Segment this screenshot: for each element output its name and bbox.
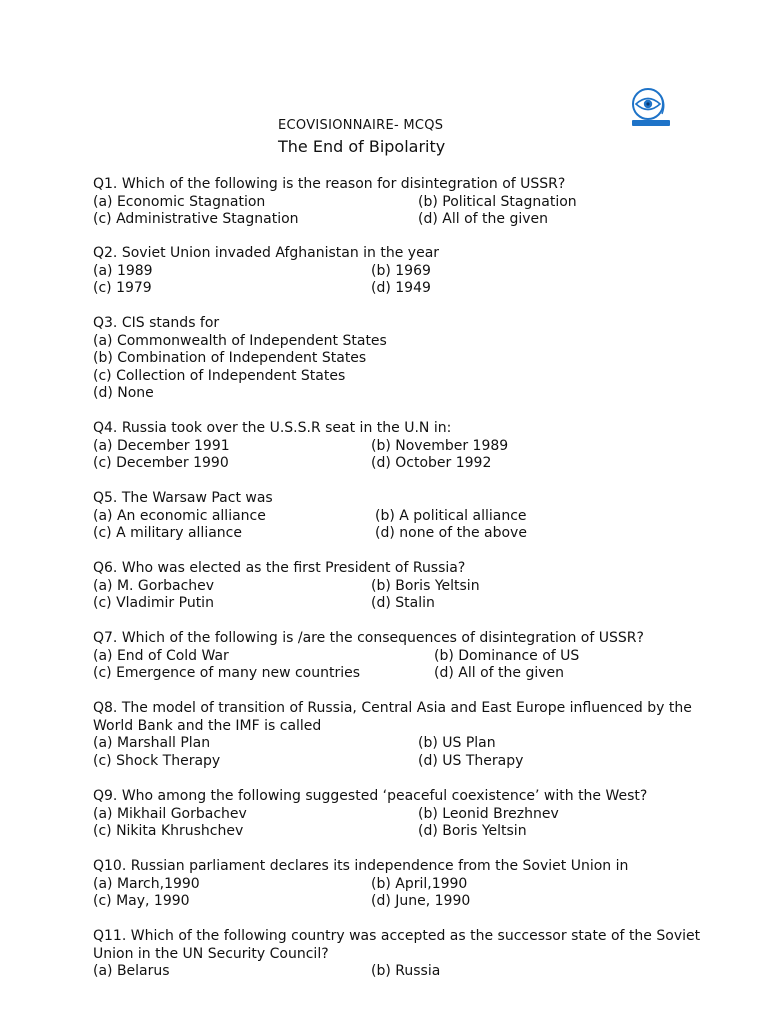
- question-9-text: Q9. Who among the following suggested ‘peaceful coexistence’ with the West?: [93, 788, 648, 804]
- option-c: (c) A military alliance: [93, 525, 242, 541]
- option-c: (c) Administrative Stagnation: [93, 211, 299, 227]
- option-d: (d) Boris Yeltsin: [418, 823, 527, 839]
- question-4-options-row-2: [93, 455, 693, 473]
- option-c: (c) Collection of Independent States: [93, 367, 346, 384]
- option-a: (a) M. Gorbachev: [93, 577, 215, 594]
- option-b: (b) A political alliance: [375, 507, 527, 524]
- option-b: (b) US Plan: [418, 735, 496, 751]
- question-10-text: Q10. Russian parliament declares its independence from the Soviet Union in: [93, 858, 629, 874]
- option-d: (d) 1949: [371, 280, 431, 296]
- option-d: (d) All of the given: [418, 211, 548, 227]
- question-8-options-row-2: [93, 753, 693, 771]
- question-6-text: Q6. Who was elected as the first President of Russia?: [93, 560, 466, 576]
- question-6: [93, 560, 693, 613]
- option-b: (b) Combination of Independent States: [93, 350, 367, 366]
- option-b: (b) Dominance of US: [434, 647, 580, 664]
- question-5-options-row-2: [93, 525, 693, 543]
- question-5-text: Q5. The Warsaw Pact was: [93, 490, 273, 506]
- question-6-options-row-1: [93, 578, 693, 596]
- question-2-options-row-2: [93, 280, 693, 298]
- option-b: (b) Leonid Brezhnev: [418, 805, 559, 822]
- option-d: (d) June, 1990: [371, 893, 471, 909]
- option-a: (a) Economic Stagnation: [93, 193, 266, 210]
- option-a: (a) December 1991: [93, 437, 230, 454]
- option-b: (b) November 1989: [371, 437, 509, 454]
- question-9-options-row-1: [93, 806, 693, 824]
- page-title: The End of Bipolarity: [278, 137, 446, 156]
- question-11-text-continued: Union in the UN Security Council?: [93, 945, 329, 962]
- option-a: (a) Commonwealth of Independent States: [93, 332, 387, 349]
- option-a: (a) An economic alliance: [93, 507, 266, 524]
- option-d: (d) US Therapy: [418, 752, 524, 769]
- question-11: [93, 928, 701, 981]
- option-b: (b) 1969: [371, 262, 431, 279]
- question-11-text: Q11. Which of the following country was accepted as the successor state of the Soviet: [93, 928, 701, 944]
- option-d: (d) Stalin: [371, 595, 435, 611]
- option-a: (a) March,1990: [93, 875, 200, 892]
- question-9-options-row-2: [93, 823, 693, 841]
- option-c: (c) Nikita Khrushchev: [93, 823, 244, 839]
- option-a: (a) Belarus: [93, 963, 170, 979]
- option-c: (c) December 1990: [93, 455, 229, 471]
- option-a: (a) Mikhail Gorbachev: [93, 805, 247, 822]
- option-a: (a) Marshall Plan: [93, 735, 211, 751]
- question-2-text: Q2. Soviet Union invaded Afghanistan in the year: [93, 245, 440, 261]
- question-7: [93, 630, 693, 683]
- option-c: (c) Vladimir Putin: [93, 595, 214, 611]
- question-10-options-row-2: [93, 893, 693, 911]
- option-c: (c) Emergence of many new countries: [93, 665, 361, 681]
- option-d: (d) None: [93, 385, 154, 401]
- question-1: [93, 176, 693, 229]
- option-b: (b) Political Stagnation: [418, 193, 577, 210]
- option-b: (b) Boris Yeltsin: [371, 577, 480, 594]
- question-8: [93, 700, 693, 770]
- option-a: (a) End of Cold War: [93, 647, 229, 664]
- question-11-options-row-1: [93, 963, 693, 981]
- question-6-options-row-2: [93, 595, 693, 613]
- question-2: [93, 245, 693, 298]
- question-7-text: Q7. Which of the following is /are the consequences of disintegration of USSR?: [93, 630, 644, 646]
- option-d: (d) October 1992: [371, 455, 492, 471]
- question-4-options-row-1: [93, 438, 693, 456]
- question-10-options-row-1: [93, 876, 693, 894]
- question-3-text: Q3. CIS stands for: [93, 315, 220, 331]
- question-3: [93, 315, 693, 403]
- brand-heading: ECOVISIONNAIRE- MCQS: [278, 118, 444, 133]
- ecovisionnaire-logo: [628, 84, 674, 130]
- question-9: [93, 788, 693, 841]
- option-c: (c) May, 1990: [93, 893, 190, 909]
- option-d: (d) none of the above: [375, 525, 527, 541]
- question-8-text-continued: World Bank and the IMF is called: [93, 717, 322, 734]
- question-7-options-row-1: [93, 648, 693, 666]
- question-4-text: Q4. Russia took over the U.S.S.R seat in the U.N in:: [93, 420, 452, 436]
- question-1-text: Q1. Which of the following is the reason for disintegration of USSR?: [93, 176, 566, 192]
- option-b: (b) April,1990: [371, 875, 468, 892]
- option-a: (a) 1989: [93, 262, 153, 279]
- question-7-options-row-2: [93, 665, 693, 683]
- question-8-text: Q8. The model of transition of Russia, Central Asia and East Europe influenced by the: [93, 700, 692, 716]
- question-2-options-row-1: [93, 263, 693, 281]
- question-5-options-row-1: [93, 508, 693, 526]
- page-header: [278, 118, 445, 158]
- option-d: (d) All of the given: [434, 665, 564, 681]
- question-8-options-row-1: [93, 735, 693, 753]
- question-1-options-row-2: [93, 211, 693, 229]
- question-5: [93, 490, 693, 543]
- option-c: (c) Shock Therapy: [93, 752, 221, 769]
- option-b: (b) Russia: [371, 963, 441, 979]
- option-c: (c) 1979: [93, 280, 152, 296]
- question-10: [93, 858, 693, 911]
- question-1-options-row-1: [93, 194, 693, 212]
- question-4: [93, 420, 693, 473]
